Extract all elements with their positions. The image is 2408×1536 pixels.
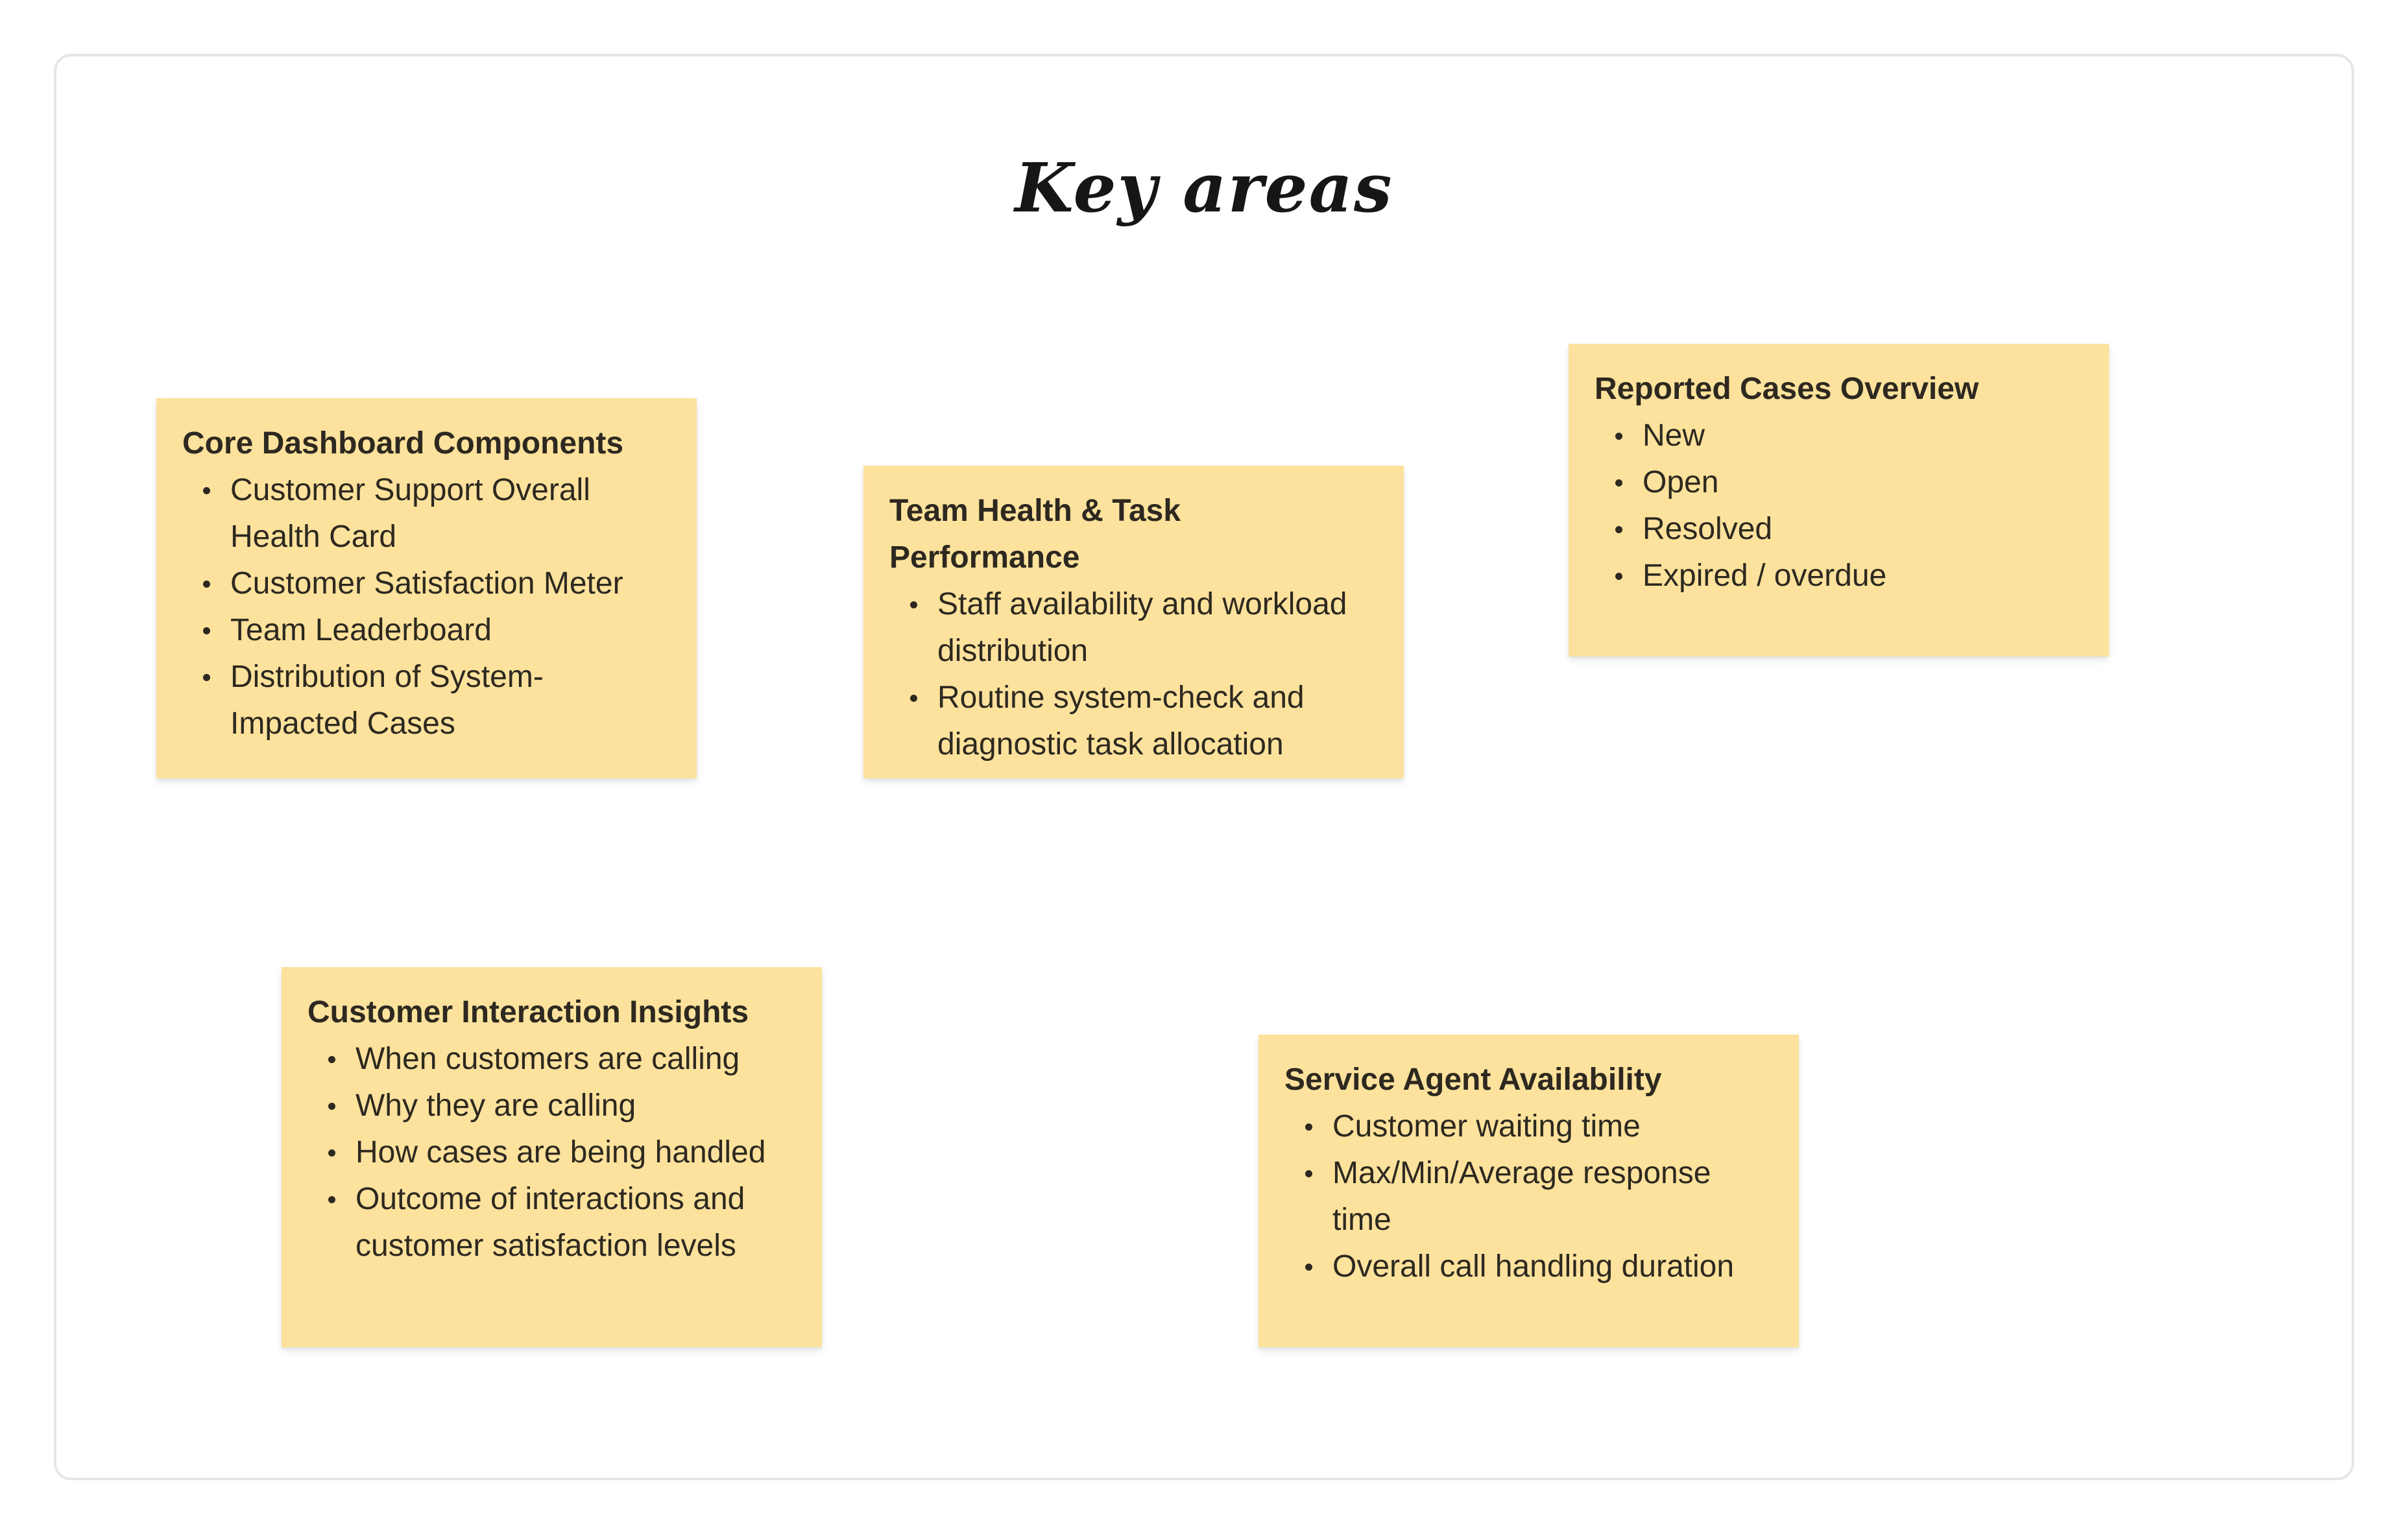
list-item: When customers are calling [355, 1036, 796, 1083]
note-list [307, 1036, 796, 1269]
list-item: Outcome of interactions and customer satisfaction levels [355, 1176, 796, 1269]
list-item: New [1643, 413, 2083, 459]
list-item: Distribution of System-Impacted Cases [230, 654, 671, 747]
list-item: Team Leaderboard [230, 607, 671, 654]
list-item: Customer Satisfaction Meter [230, 560, 671, 607]
note-list [182, 467, 671, 747]
list-item: Staff availability and workload distribution [937, 581, 1378, 675]
sticky-note-agent-availability[interactable] [1258, 1035, 1799, 1347]
note-title: Customer Interaction Insights [307, 995, 749, 1029]
list-item: Customer Support Overall Health Card [230, 467, 671, 560]
list-item: How cases are being handled [355, 1129, 796, 1176]
note-list [889, 581, 1378, 768]
sticky-note-team-health[interactable] [863, 466, 1404, 778]
list-item: Expired / overdue [1643, 553, 2083, 599]
sticky-note-core-dashboard[interactable] [156, 398, 697, 778]
sticky-note-reported-cases[interactable] [1569, 344, 2109, 656]
list-item: Customer waiting time [1332, 1103, 1773, 1150]
board-title: Key areas [1015, 148, 1393, 228]
note-title: Service Agent Availability [1284, 1062, 1662, 1097]
list-item: Overall call handling duration [1332, 1243, 1773, 1290]
note-title: Core Dashboard Components [182, 426, 624, 461]
note-title: Reported Cases Overview [1595, 372, 1979, 406]
note-title: Team Health & Task Performance [889, 494, 1181, 575]
list-item: Routine system-check and diagnostic task allocation [937, 675, 1378, 768]
list-item: Resolved [1643, 506, 2083, 553]
list-item: Max/Min/Average response time [1332, 1150, 1773, 1243]
note-list [1595, 413, 2083, 599]
sticky-note-customer-insights[interactable] [282, 967, 822, 1347]
note-list [1284, 1103, 1773, 1290]
list-item: Why they are calling [355, 1083, 796, 1129]
list-item: Open [1643, 459, 2083, 506]
